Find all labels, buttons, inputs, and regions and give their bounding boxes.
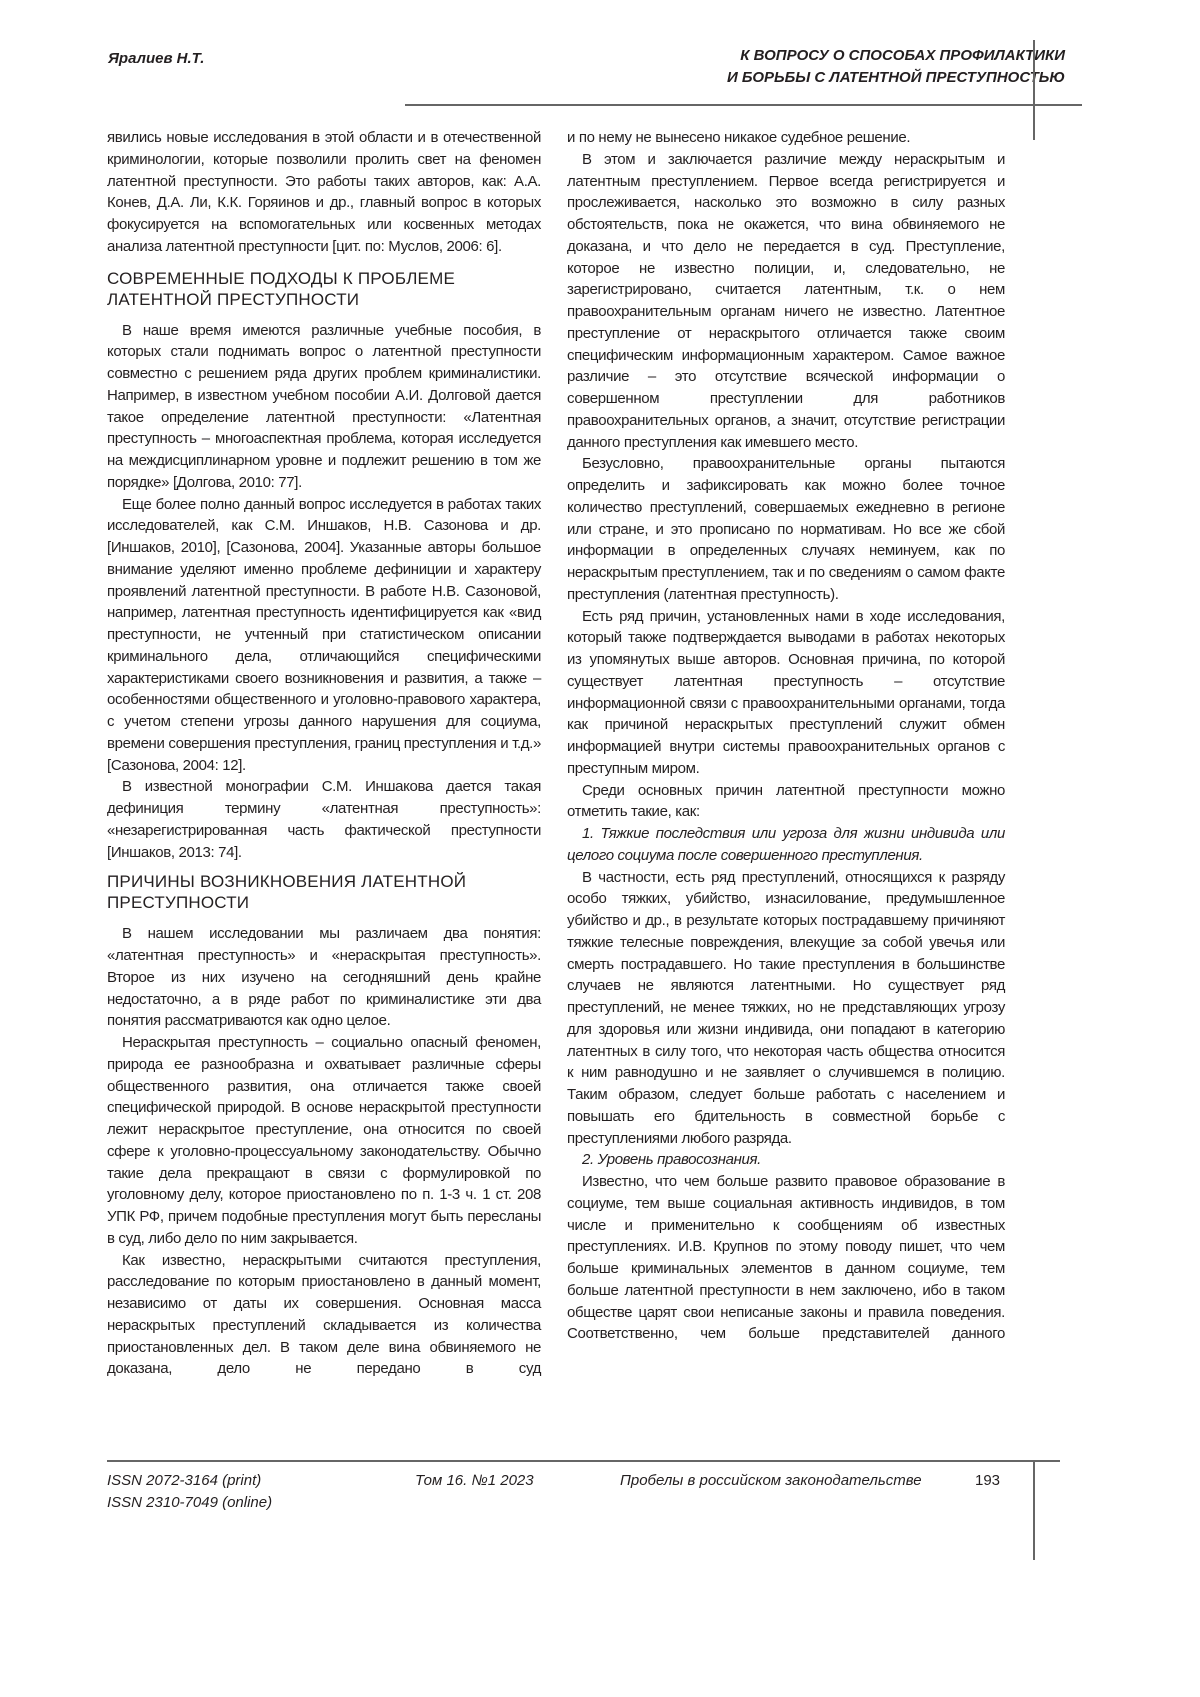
footer-rule [107, 1460, 1060, 1462]
paragraph: и по нему не вынесено никакое судебное решение. [567, 127, 1005, 149]
right-column [567, 127, 1005, 1345]
left-column [107, 127, 541, 1380]
running-head-title-line2: И БОРЬБЫ С ЛАТЕНТНОЙ ПРЕСТУПНОСТЬЮ [727, 67, 1065, 89]
paragraph: Безусловно, правоохранительные органы пытаются определить и зафиксировать как можно более точное количество преступлений, совершаемых ежедневно в регионе или стране, и это прописано по нормативам. Но все же сбой информации в определенных случаях неминуем, как по нераскрытым преступлением, так и по сведениям о самом факте преступления (латентная преступность). [567, 453, 1005, 605]
paragraph: Известно, что чем больше развито правовое образование в социуме, тем выше социальная активность индивидов, в том числе и применительно к сообщениям об известных преступлениях. И.В. Крупнов по этому поводу пишет, что чем больше криминальных элементов в данном социуме, тем больше латентной преступности в нем заключено, ибо в таком обществе царят свои неписаные законы и правила поведения. Соответственно, чем больше представителей данного [567, 1171, 1005, 1345]
paragraph: явились новые исследования в этой области и в отечественной криминологии, которые позволили пролить свет на феномен латентной преступности. Это работы таких авторов, как: А.А. Конев, Д.А. Ли, К.К. Горяинов и др., главный вопрос в которых фокусируется на вспомогательных или косвенных методах анализа латентной преступности [цит. по: Муслов, 2006: 6]. [107, 127, 541, 258]
issn-online: ISSN 2310-7049 (online) [107, 1494, 272, 1511]
running-head-title [727, 45, 1065, 89]
paragraph: Есть ряд причин, установленных нами в ходе исследования, который также подтверждается выводами в работах некоторых из упомянутых выше авторов. Основная причина, по которой существует латентная преступность – отсутствие информационной связи с правоохранительными органами, тогда как причиной нераскрытых преступлений служит обмен информацией внутри системы правоохранительных органов с преступным миром. [567, 606, 1005, 780]
paragraph: В известной монографии С.М. Иншакова дается такая дефиниция термину «латентная преступность»: «незарегистрированная часть фактической преступности [Иншаков, 2013: 74]. [107, 776, 541, 863]
header-vertical-rule [1033, 40, 1035, 140]
list-item-heading: 2. Уровень правосознания. [567, 1149, 1005, 1171]
footer-vertical-rule [1033, 1460, 1035, 1560]
issue-info: Том 16. №1 2023 [415, 1472, 534, 1489]
paragraph: Среди основных причин латентной преступности можно отметить такие, как: [567, 780, 1005, 824]
paragraph: Нераскрытая преступность – социально опасный феномен, природа ее разнообразна и охватывает различные сферы общественного развития, она отличается также своей специфической природой. В основе нераскрытой преступности лежит нераскрытое преступление, она относится по своей сфере к уголовно-процессуальному законодательству. Обычно такие дела прекращают в связи с формулировкой по уголовному делу, которое приостановлено по п. 1-3 ч. 1 ст. 208 УПК РФ, причем подобные преступления могут быть пересланы в суд, либо дело по ним закрывается. [107, 1032, 541, 1250]
journal-name: Пробелы в российском законодательстве [620, 1472, 922, 1489]
page-number: 193 [975, 1472, 1000, 1489]
section-heading: СОВРЕМЕННЫЕ ПОДХОДЫ К ПРОБЛЕМЕ ЛАТЕНТНОЙ ПРЕСТУПНОСТИ [107, 268, 541, 310]
paragraph: Как известно, нераскрытыми считаются преступления, расследование по которым приостановлено в данный момент, независимо от даты их совершения. Основная масса нераскрытых преступлений складывается из количества приостановленных дел. В таком деле вина обвиняемого не доказана, дело не передано в суд [107, 1250, 541, 1381]
paragraph: В наше время имеются различные учебные пособия, в которых стали поднимать вопрос о латентной преступности совместно с решением ряда других проблем криминалистики. Например, в известном учебном пособии А.И. Долговой дается такое определение латентной преступности: «Латентная преступность – многоаспектная проблема, которая исследуется на междисциплинарном уровне и подлежит решению в том же порядке» [Долгова, 2010: 77]. [107, 320, 541, 494]
running-head-author: Яралиев Н.Т. [108, 50, 204, 67]
paragraph: В нашем исследовании мы различаем два понятия: «латентная преступность» и «нераскрытая преступность». Второе из них изучено на сегодняшний день крайне недостаточно, а в ряде работ по криминалистике эти два понятия рассматриваются как одно целое. [107, 923, 541, 1032]
header-rule [405, 104, 1082, 106]
list-item-heading: 1. Тяжкие последствия или угроза для жизни индивида или целого социума после совершенного преступления. [567, 823, 1005, 867]
running-head-title-line1: К ВОПРОСУ О СПОСОБАХ ПРОФИЛАКТИКИ [727, 45, 1065, 67]
paragraph: Еще более полно данный вопрос исследуется в работах таких исследователей, как С.М. Иншаков, Н.В. Сазонова и др. [Иншаков, 2010], [Сазонова, 2004]. Указанные авторы большое внимание уделяют именно проблеме дефиниции и характеру проявлений латентной преступности. В работе Н.В. Сазоновой, например, латентная преступность идентифицируется как «вид преступности, не учтенный при статистическом описании криминального дела, отличающийся специфическими характеристиками своего возникновения и развития, а также – особенностями общественного и уголовно-правового характера, с учетом степени угрозы данного нарушения для социума, времени совершения преступления, границ преступления и т.д.» [Сазонова, 2004: 12]. [107, 494, 541, 777]
issn-print: ISSN 2072-3164 (print) [107, 1472, 261, 1489]
paragraph: В этом и заключается различие между нераскрытым и латентным преступлением. Первое всегда регистрируется и прослеживается, насколько это возможно в силу разных обстоятельств, пока не окажется, что вина обвиняемого не доказана, и что дело не передается в суд. Преступление, которое не известно полиции, и, следовательно, не зарегистрировано, считается латентным, т.к. о нем правоохранительным органам ничего не известно. Латентное преступление от нераскрытого отличается также своим специфическим информационным характером. Самое важное различие – это отсутствие всяческой информации о совершенном преступлении для работников правоохранительных органов, а значит, отсутствие регистрации данного преступления как имевшего место. [567, 149, 1005, 454]
section-heading: ПРИЧИНЫ ВОЗНИКНОВЕНИЯ ЛАТЕНТНОЙ ПРЕСТУПНОСТИ [107, 871, 541, 913]
paragraph: В частности, есть ряд преступлений, относящихся к разряду особо тяжких, убийство, изнасилование, предумышленное убийство и др., в результате которых пострадавшему причиняют тяжкие телесные повреждения, влекущие за собой увечья или смерть пострадавшего. Но такие преступления в большинстве случаев не являются латентными. Но существует ряд преступлений, не менее тяжких, но не представляющих угрозу для здоровья или жизни индивида, они попадают в категорию латентных в силу того, что некоторая часть общества относится к ним равнодушно и не заявляет о случившемся в полицию. Таким образом, следует больше работать с населением и повышать его бдительность в совместной борьбе с преступлениями любого разряда. [567, 867, 1005, 1150]
